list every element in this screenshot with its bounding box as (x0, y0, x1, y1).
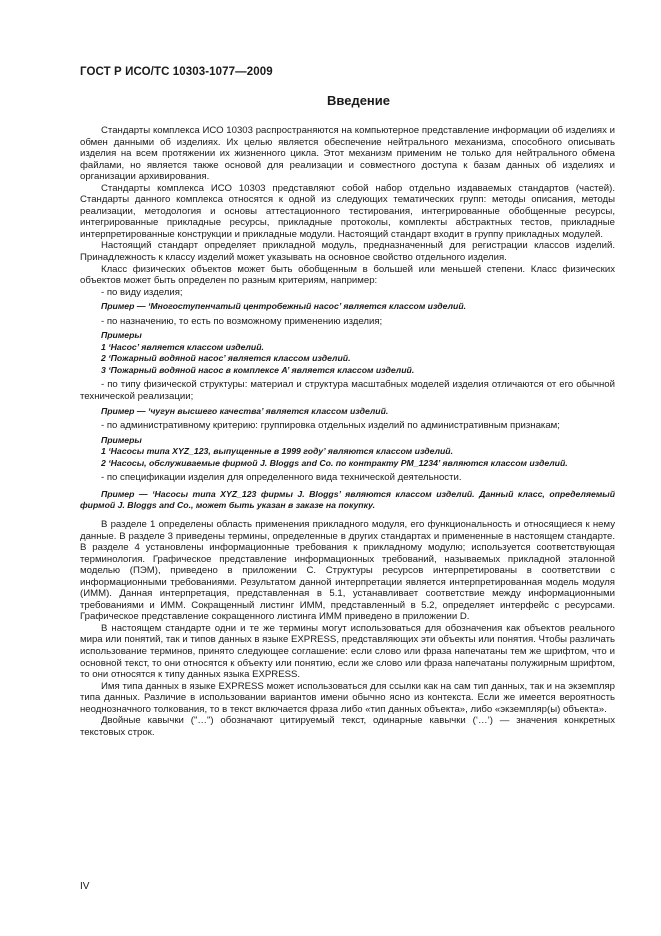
section-title: Введение (327, 93, 390, 108)
list-item: - по административному критерию: группировка отдельных изделий по административным признакам; (101, 420, 560, 432)
example-text: 1 ‘Насос’ является классом изделий. (101, 341, 264, 352)
list-item: - по виду изделия; (101, 286, 183, 298)
paragraph: В разделе 1 определены область применения прикладного модуля, его функциональность и относящиеся к нему данные. В разделе 3 приведены термины, определенные в других стандартах и примененные в настоящем стандарте. В разделе 4 установлены информационные требования к прикладному модулю; используется соответствующая терминология. Графическое представление информационных требований, называемых прикладной эталонной моделью (ПЭМ), приведено в приложении С. Структуры ресурсов интерпретированы в соответствии с информационными требованиями. Результатом данной интерпретации является интерпретированная модель модуля (ИММ). Данная интерпретация, представленная в 5.1, устанавливает соответствие между информационными требованиями и ИММ. Сокращенный листинг ИММ, представленный в 5.2, определяет интерфейс с ресурсами. Графическое представление сокращенного листинга ИММ приведено в приложении D. (80, 518, 615, 623)
example-text: 3 ‘Пожарный водяной насос в комплексе А’ является классом изделий. (101, 364, 415, 375)
example-text: 2 ‘Пожарный водяной насос’ является классом изделий. (101, 353, 351, 364)
paragraph: Стандарты комплекса ИСО 10303 представляют собой набор отдельно издаваемых стандартов (частей). Стандарты данного комплекса относятся к одной из следующих тематических групп: методы описания, методы реализации, методология и основы аттестационного тестирования, интегрированные обобщенные ресурсы, интегрированные прикладные ресурсы, прикладные протоколы, комплекты абстрактных тестов, прикладные интерпретированные конструкции и прикладные модули. Настоящий стандарт входит в группу прикладных модулей. (80, 182, 615, 240)
body-text (80, 125, 615, 738)
examples-heading: Примеры (101, 330, 142, 341)
paragraph: В настоящем стандарте одни и те же термины могут использоваться для обозначения как объектов реального мира или понятий, так и типов данных в языке EXPRESS, представляющих эти объекты или понятия. Чтобы различать использование терминов, принято следующее соглашение: если слово или фраза напечатаны тем же шрифтом, что и основной текст, то они относятся к объекту или понятию, если же слово или фраза напечатаны полужирным шрифтом, то они относятся к типу данных языка EXPRESS. (80, 622, 615, 681)
list-item: - по спецификации изделия для определенного вида технической деятельности. (101, 472, 462, 484)
paragraph: Двойные кавычки ("…") обозначают цитируемый текст, одинарные кавычки (‘…’) — значения конкретных текстовых строк. (80, 715, 615, 738)
paragraph: Класс физических объектов может быть обобщенным в большей или меньшей степени. Класс физических объектов может быть определен по разным критериям, например: (80, 263, 615, 287)
example-text: Пример — ‘чугун высшего качества’ является классом изделий. (101, 405, 389, 416)
paragraph: Стандарты комплекса ИСО 10303 распространяются на компьютерное представление информации об изделиях и обмен данными об изделиях. Их целью является обеспечение нейтрального механизма, способного описывать изделия на всем протяжении их жизненного цикла. Этот механизм применим не только для нейтрального обмена файлами, но является также основой для реализации и совместного доступа к базам данных об изделиях и организации архивирования. (80, 125, 615, 183)
paragraph: Настоящий стандарт определяет прикладной модуль, предназначенный для регистрации классов изделий. Принадлежность к классу изделий может указывать на основное свойство отдельного изделия. (80, 240, 615, 264)
example-text: Пример — ‘Многоступенчатый центробежный насос’ является классом изделий. (101, 301, 467, 312)
list-item: - по типу физической структуры: материал и структура масштабных моделей изделия отличаются от его обычной технической реализации; (80, 379, 615, 403)
document-header: ГОСТ Р ИСО/ТС 10303-1077—2009 (80, 66, 273, 78)
example-text: 1 ‘Насосы типа XYZ_123, выпущенные в 1999 году’ являются классом изделий. (101, 446, 454, 457)
example-text: Пример — ‘Насосы типа XYZ_123 фирмы J. Bloggs’ являются классом изделий. Данный класс, определяемый фирмой J. Bloggs and Co., может быть указан в заказе на покупку. (80, 488, 615, 511)
page-number: IV (80, 881, 90, 892)
example-text: 2 ‘Насосы, обслуживаемые фирмой J. Bloggs and Co. по контракту PM_1234’ являются классом изделий. (101, 457, 568, 468)
examples-heading: Примеры (101, 434, 142, 445)
paragraph: Имя типа данных в языке EXPRESS может использоваться для ссылки как на сам тип данных, так и на экземпляр типа данных. Различие в использовании вариантов имени обычно ясно из контекста. Если же имеется вероятность неоднозначного толкования, то в текст включается фраза либо «тип данных объекта», либо «экземпляр(ы) объекта». (80, 680, 615, 715)
list-item: - по назначению, то есть по возможному применению изделия; (101, 315, 383, 327)
